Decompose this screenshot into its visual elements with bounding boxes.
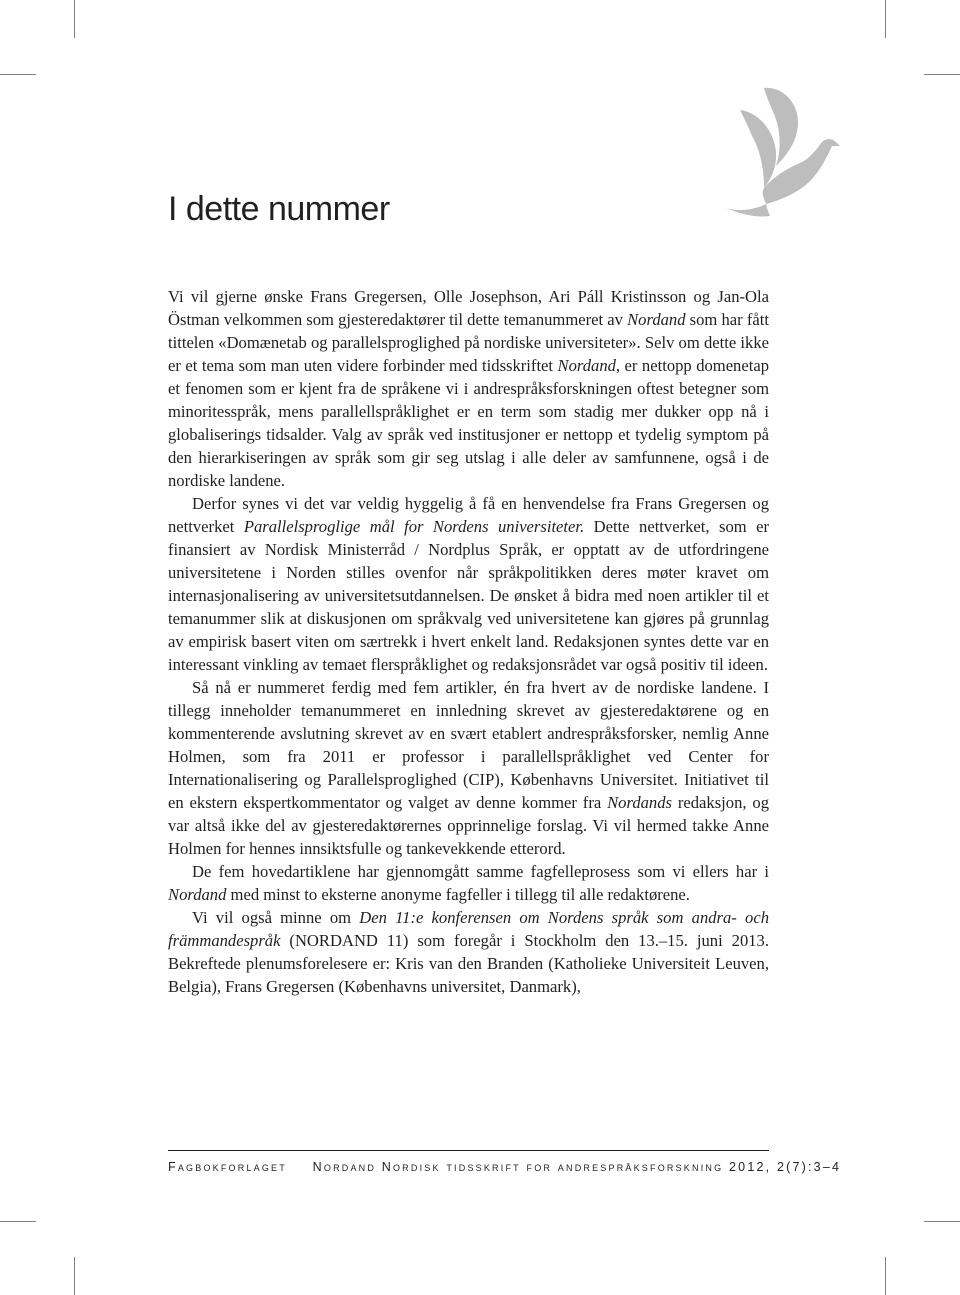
text-run: De fem hovedartiklene har gjennomgått samme fagfelleprosess som vi ellers har i bbox=[192, 862, 769, 881]
crop-mark bbox=[885, 0, 886, 38]
text-run: (NORDAND 11) som foregår i Stockholm den 13.–15. juni 2013. Bekreftede plenumsforelesere er: Kris van den Branden (Katholieke Universiteit Leuven, Belgia), Frans Gregersen (Københavns universitet, Danmark), bbox=[168, 931, 769, 996]
italic-run: Nordands bbox=[607, 793, 672, 812]
crop-mark bbox=[74, 0, 75, 38]
italic-run: Nordand bbox=[627, 310, 686, 329]
text-run: Vi vil gjerne ønske Frans Gregersen, Olle Josephson, Ari Páll Kristinsson og Jan-Ola Östman velkommen som gjesteredaktører til dette temanummeret av bbox=[168, 287, 769, 329]
text-run: Så nå er nummeret ferdig med fem artikler, én fra hvert av de nordiske landene. I tillegg inneholder temanummeret en innledning skrevet av gjesteredaktørene og en kommenterende avslutning skrevet av en svært etablert andrespråksforsker, nemlig Anne Holmen, som fra 2011 er professor i parallellspråklighet ved Center for Internationalisering og Parallelsproglighed (CIP), Københavns Universitet. Initiativet til en ekstern ekspertkommentator og valget av denne kommer fra bbox=[168, 678, 769, 812]
italic-run: Nordand bbox=[168, 885, 227, 904]
paragraph bbox=[168, 285, 769, 492]
dove-wing-lower bbox=[740, 110, 776, 188]
crop-mark bbox=[0, 1221, 36, 1222]
text-run: Vi vil også minne om bbox=[192, 908, 360, 927]
paragraph bbox=[168, 906, 769, 998]
paragraph bbox=[168, 492, 769, 676]
footer-journal: Nordand Nordisk tidsskrift for andrespråksforskning bbox=[312, 1160, 724, 1174]
footer-issue: 2012, 2(7):3–4 bbox=[729, 1160, 842, 1174]
running-footer bbox=[168, 1160, 841, 1174]
crop-mark bbox=[924, 74, 960, 75]
paragraph bbox=[168, 860, 769, 906]
footer-rule bbox=[168, 1150, 769, 1151]
crop-mark bbox=[74, 1257, 75, 1295]
text-run: Dette nettverket, som er finansiert av Nordisk Ministerråd / Nordplus Språk, er opptatt av de utfordringene universitetene i Norden stilles ovenfor når språkpolitikken deres møter kravet om internasjonalisering av universitetsutdannelsen. De ønsket å bidra med noen artikler til et temanummer slik at diskusjonen om språkvalg ved universitetene kan gjøres på grunnlag av empirisk basert viten om særtrekk i hvert enkelt land. Redaksjonen syntes dette var en interessant vinkling av temaet flerspråklighet og redaksjonsrådet var også positiv til ideen. bbox=[168, 517, 769, 674]
crop-mark bbox=[924, 1221, 960, 1222]
text-run: med minst to eksterne anonyme fagfeller i tillegg til alle redaktørene. bbox=[226, 885, 690, 904]
italic-run: Parallelsproglige mål for Nordens universiteter. bbox=[243, 517, 585, 536]
paragraph bbox=[168, 676, 769, 860]
crop-mark bbox=[0, 74, 36, 75]
italic-run: Den 11:e konferensen om Nordens språk som andra- och främmandespråk bbox=[168, 908, 769, 950]
crop-mark bbox=[885, 1257, 886, 1295]
dove-tail bbox=[726, 204, 770, 217]
body-text bbox=[168, 285, 769, 998]
page-title: I dette nummer bbox=[168, 190, 390, 228]
text-run: redaksjon, og var altså ikke del av gjesteredaktørernes opprinnelige forslag. Vi vil hermed takke Anne Holmen for hennes innsiktsfulle og tankevekkende etterord. bbox=[168, 793, 769, 858]
text-run: Derfor synes vi det var veldig hyggelig å få en henvendelse fra Frans Gregersen og nettverket bbox=[168, 494, 769, 536]
text-run: som har fått tittelen «Domænetab og parallelsproglighed på nordiske universiteter». Selv om dette ikke er et tema som man uten videre forbinder med tidsskriftet bbox=[168, 310, 769, 375]
italic-run: Nordand bbox=[557, 356, 616, 375]
text-run: , er nettopp domenetap et fenomen som er kjent fra de språkene vi i andrespråksforskningen oftest betegner som minoritesspråk, mens parallellspråklighet er en term som stadig mer dukker opp nå i globaliserings tidsalder. Valg av språk ved institusjoner er nettopp et tydelig symptom på den hierarkiseringen av språk som gir seg utslag i alle deler av samfunnene, også i de nordiske landene. bbox=[168, 356, 769, 490]
footer-publisher: Fagbokforlaget bbox=[168, 1160, 287, 1174]
dove-logo-icon bbox=[722, 82, 840, 224]
